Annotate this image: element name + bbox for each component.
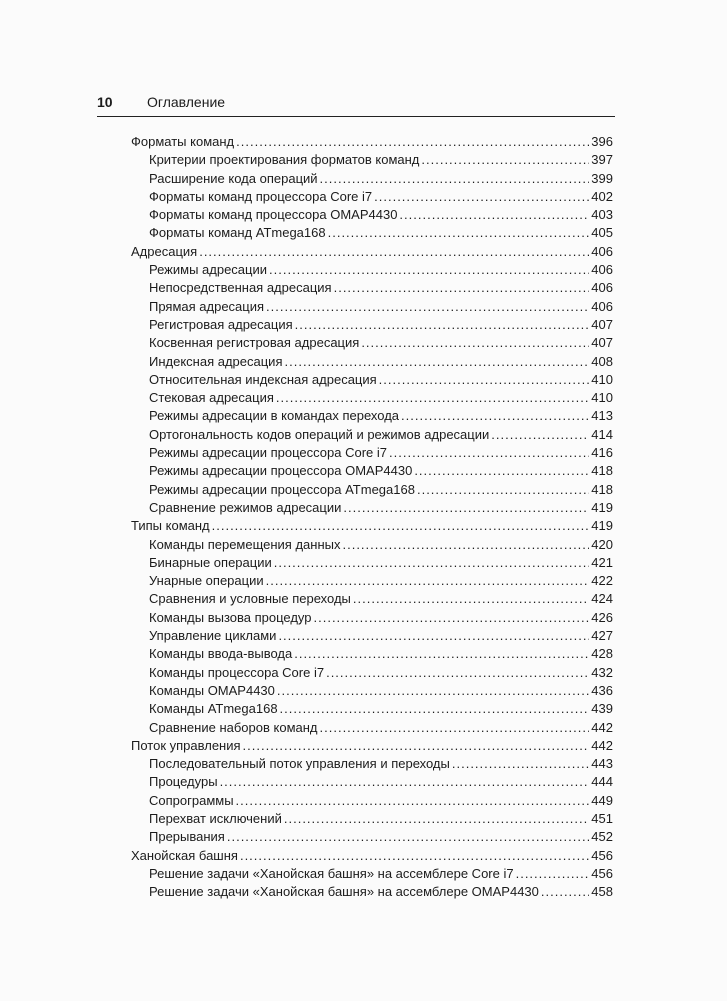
entry-title: Бинарные операции [149,554,272,570]
dot-leader [236,792,590,810]
entry-title: Критерии проектирования форматов команд [149,152,420,168]
toc-subsection-entry [131,316,613,334]
dot-leader [414,462,589,480]
entry-page: 406 [591,280,613,296]
entry-title: Поток управления [131,737,241,753]
entry-page: 442 [591,737,613,753]
toc-section-entry [131,737,613,755]
entry-title: Непосредственная адресация [149,280,332,296]
entry-title: Перехват исключений [149,810,282,826]
entry-page: 458 [591,884,613,900]
entry-page: 432 [591,664,613,680]
toc-subsection-entry [131,755,613,773]
dot-leader [220,773,590,791]
entry-page: 408 [591,353,613,369]
entry-title: Форматы команд процессора OMAP4430 [149,207,398,223]
toc-section-entry [131,243,613,261]
entry-page: 428 [591,646,613,662]
entry-title: Форматы команд ATmega168 [149,225,326,241]
toc-subsection-entry [131,865,613,883]
dot-leader [374,188,589,206]
toc-subsection-entry [131,773,613,791]
dot-leader [278,627,589,645]
toc-subsection-entry [131,590,613,608]
entry-title: Адресация [131,243,198,259]
toc-subsection-entry [131,645,613,663]
entry-page: 418 [591,481,613,497]
entry-title: Команды OMAP4430 [149,682,275,698]
toc-subsection-entry [131,700,613,718]
dot-leader [284,810,589,828]
entry-title: Сравнения и условные переходы [149,591,351,607]
dot-leader [379,371,590,389]
dot-leader [491,426,589,444]
table-of-contents [131,133,613,901]
dot-leader [240,847,589,865]
toc-subsection-entry [131,188,613,206]
entry-title: Команды ATmega168 [149,701,278,717]
entry-page: 403 [591,207,613,223]
entry-title: Унарные операции [149,573,264,589]
toc-section-entry [131,847,613,865]
dot-leader [266,572,590,590]
entry-title: Сопрограммы [149,792,234,808]
entry-title: Расширение кода операций [149,170,318,186]
toc-subsection-entry [131,682,613,700]
dot-leader [421,151,589,169]
entry-page: 451 [591,810,613,826]
toc-subsection-entry [131,426,613,444]
toc-subsection-entry [131,279,613,297]
dot-leader [326,664,589,682]
toc-subsection-entry [131,444,613,462]
toc-subsection-entry [131,481,613,499]
entry-page: 399 [591,170,613,186]
dot-leader [399,206,589,224]
toc-subsection-entry [131,828,613,846]
entry-page: 420 [591,536,613,552]
running-header [97,94,615,117]
toc-subsection-entry [131,609,613,627]
entry-page: 456 [591,865,613,881]
entry-page: 405 [591,225,613,241]
header-title: Оглавление [147,94,226,110]
dot-leader [243,737,590,755]
entry-page: 419 [591,499,613,515]
toc-subsection-entry [131,810,613,828]
dot-leader [314,609,590,627]
dot-leader [295,316,590,334]
dot-leader [320,719,590,737]
toc-subsection-entry [131,389,613,407]
entry-page: 410 [591,371,613,387]
entry-title: Прерывания [149,829,225,845]
dot-leader [276,389,589,407]
toc-subsection-entry [131,719,613,737]
entry-page: 418 [591,463,613,479]
entry-page: 439 [591,701,613,717]
dot-leader [285,353,590,371]
dot-leader [269,261,589,279]
entry-title: Режимы адресации процессора ATmega168 [149,481,415,497]
entry-title: Режимы адресации в командах перехода [149,408,400,424]
dot-leader [266,298,589,316]
toc-subsection-entry [131,353,613,371]
dot-leader [342,536,589,554]
dot-leader [361,334,589,352]
dot-leader [274,554,590,572]
entry-title: Ортогональность кодов операций и режимов адресации [149,426,490,442]
entry-title: Относительная индексная адресация [149,371,377,387]
entry-title: Сравнение наборов команд [149,719,318,735]
entry-title: Регистровая адресация [149,316,293,332]
entry-title: Управление циклами [149,628,277,644]
dot-leader [389,444,589,462]
entry-title: Решение задачи «Ханойская башня» на ассемблере OMAP4430 [149,884,539,900]
entry-title: Стековая адресация [149,390,274,406]
entry-title: Форматы команд [131,134,235,149]
entry-page: 443 [591,756,613,772]
entry-title: Решение задачи «Ханойская башня» на ассемблере Core i7 [149,865,514,881]
entry-title: Режимы адресации [149,262,268,278]
entry-page: 406 [591,243,613,259]
dot-leader [343,499,589,517]
entry-page: 422 [591,573,613,589]
entry-title: Команды перемещения данных [149,536,341,552]
entry-page: 407 [591,316,613,332]
toc-subsection-entry [131,261,613,279]
toc-subsection-entry [131,224,613,242]
toc-subsection-entry [131,536,613,554]
entry-title: Ханойская башня [131,847,238,863]
entry-title: Типы команд [131,518,210,534]
dot-leader [417,481,589,499]
toc-subsection-entry [131,170,613,188]
toc-subsection-entry [131,792,613,810]
entry-page: 406 [591,298,613,314]
entry-page: 421 [591,554,613,570]
entry-page: 436 [591,682,613,698]
entry-page: 414 [591,426,613,442]
toc-section-entry [131,133,613,151]
dot-leader [236,133,589,151]
toc-subsection-entry [131,664,613,682]
dot-leader [328,224,590,242]
entry-page: 416 [591,445,613,461]
toc-subsection-entry [131,407,613,425]
toc-subsection-entry [131,499,613,517]
dot-leader [227,828,589,846]
entry-title: Команды ввода-вывода [149,646,293,662]
entry-title: Режимы адресации процессора OMAP4430 [149,463,413,479]
entry-title: Процедуры [149,774,218,790]
entry-page: 407 [591,335,613,351]
entry-page: 444 [591,774,613,790]
dot-leader [334,279,590,297]
toc-subsection-entry [131,462,613,480]
entry-title: Форматы команд процессора Core i7 [149,188,373,204]
dot-leader [199,243,589,261]
entry-title: Прямая адресация [149,298,265,314]
dot-leader [280,700,590,718]
dot-leader [401,407,589,425]
entry-page: 427 [591,628,613,644]
dot-leader [541,883,589,901]
toc-subsection-entry [131,554,613,572]
entry-page: 406 [591,262,613,278]
entry-title: Режимы адресации процессора Core i7 [149,445,388,461]
entry-page: 396 [591,134,613,149]
entry-page: 419 [591,518,613,534]
toc-subsection-entry [131,206,613,224]
entry-title: Сравнение режимов адресации [149,499,342,515]
dot-leader [452,755,589,773]
entry-page: 402 [591,188,613,204]
dot-leader [516,865,590,883]
entry-page: 442 [591,719,613,735]
entry-page: 397 [591,152,613,168]
dot-leader [353,590,589,608]
entry-page: 410 [591,390,613,406]
entry-page: 413 [591,408,613,424]
toc-subsection-entry [131,371,613,389]
entry-title: Косвенная регистровая адресация [149,335,360,351]
page-number: 10 [97,94,113,110]
toc-subsection-entry [131,334,613,352]
toc-subsection-entry [131,883,613,901]
toc-subsection-entry [131,627,613,645]
dot-leader [320,170,590,188]
dot-leader [277,682,589,700]
toc-subsection-entry [131,572,613,590]
toc-section-entry [131,517,613,535]
entry-page: 424 [591,591,613,607]
entry-title: Команды процессора Core i7 [149,664,325,680]
toc-subsection-entry [131,151,613,169]
entry-page: 456 [591,847,613,863]
toc-subsection-entry [131,298,613,316]
dot-leader [212,517,590,535]
entry-page: 426 [591,609,613,625]
entry-title: Последовательный поток управления и переходы [149,756,450,772]
entry-page: 449 [591,792,613,808]
dot-leader [294,645,589,663]
entry-title: Команды вызова процедур [149,609,312,625]
entry-page: 452 [591,829,613,845]
entry-title: Индексная адресация [149,353,283,369]
